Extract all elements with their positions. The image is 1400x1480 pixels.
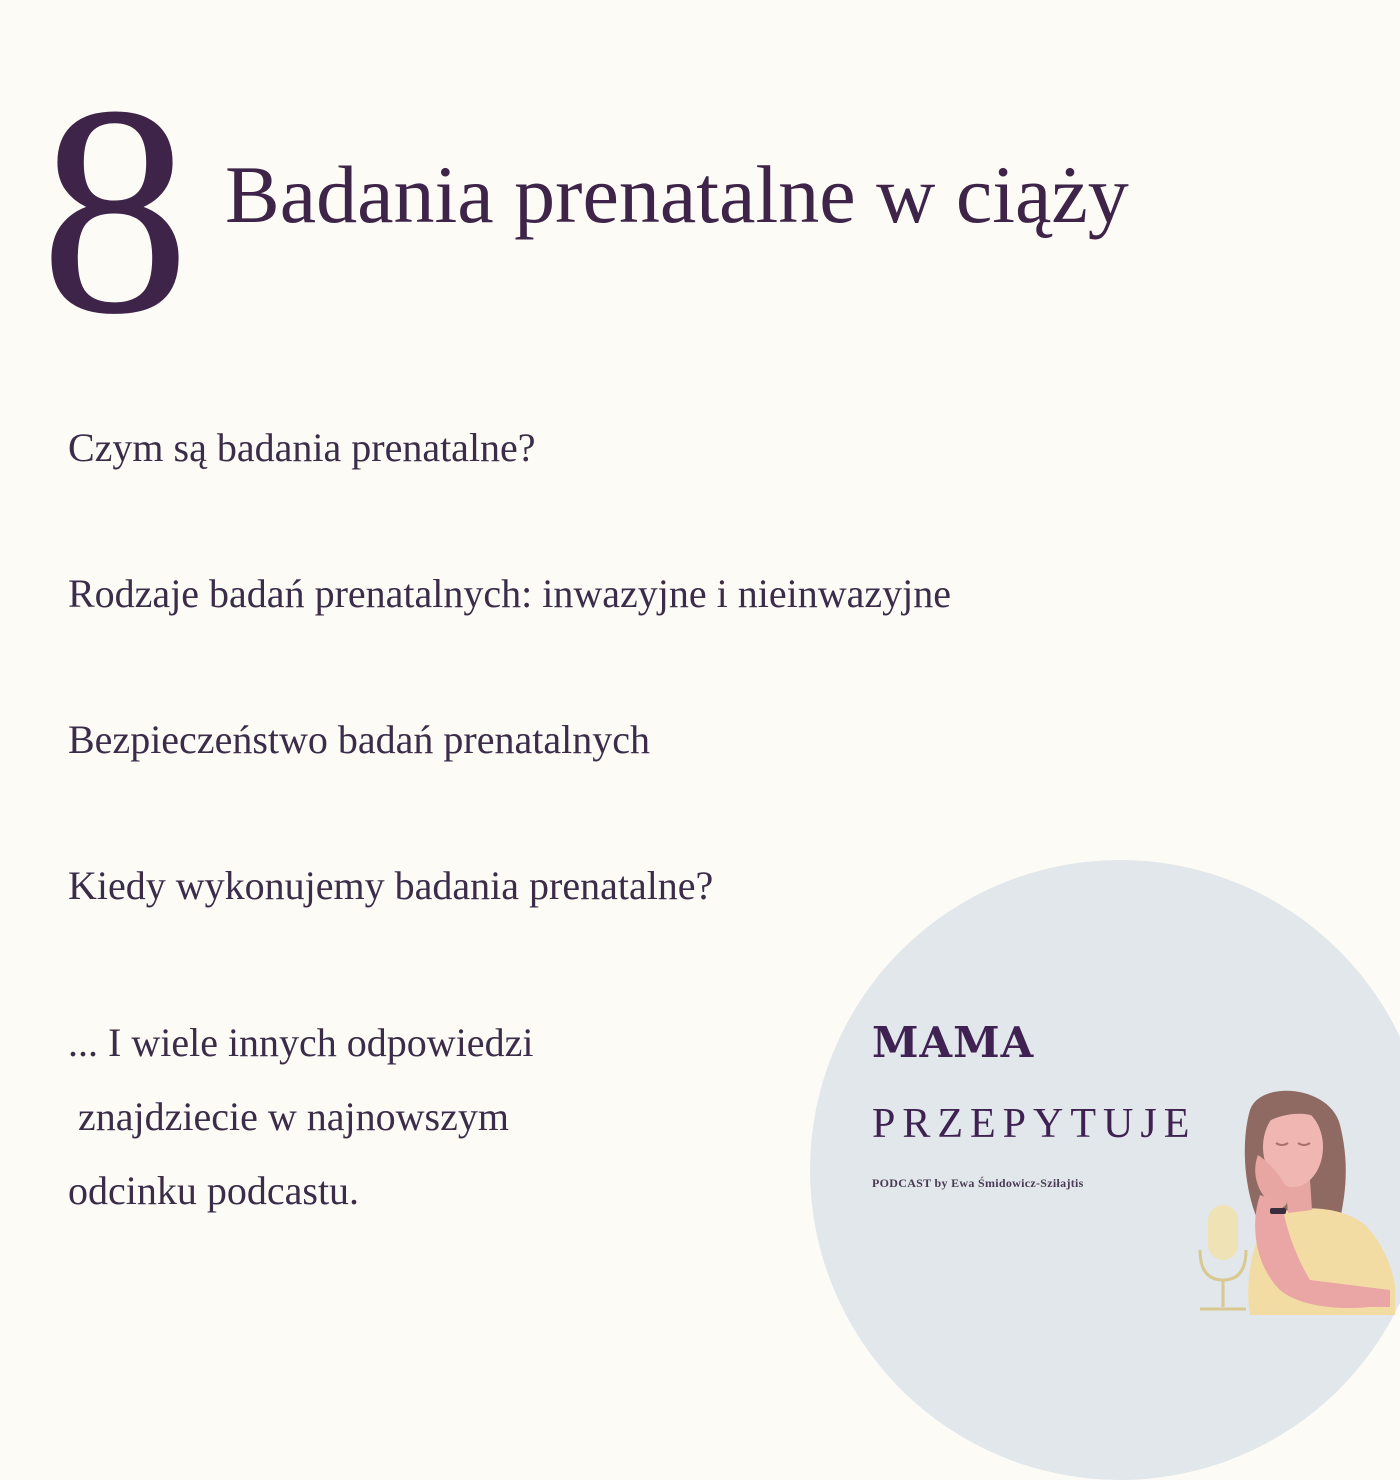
episode-number: 8 <box>40 44 190 376</box>
brand-name-mama: MAMA <box>872 1018 1035 1067</box>
brand-tagline: PODCAST by Ewa Śmidowicz-Sziłajtis <box>872 1176 1084 1190</box>
topic-item: Rodzaje badań prenatalnych: inwazyjne i nieinwazyjne <box>68 571 951 616</box>
woman-with-microphone-illustration <box>1190 1085 1400 1315</box>
topic-item: Kiedy wykonujemy badania prenatalne? <box>68 863 714 908</box>
topic-item: Czym są badania prenatalne? <box>68 425 536 470</box>
brand-name-przepytuje: PRZEPYTUJE <box>872 1101 1197 1147</box>
closing-line: odcinku podcastu. <box>68 1168 360 1213</box>
topic-item: Bezpieczeństwo badań prenatalnych <box>68 717 650 762</box>
closing-line: znajdziecie w najnowszym <box>68 1094 509 1139</box>
episode-title: Badania prenatalne w ciąży <box>225 149 1129 240</box>
wristband <box>1270 1208 1286 1214</box>
closing-line: ... I wiele innych odpowiedzi <box>68 1020 534 1065</box>
microphone-head <box>1208 1205 1238 1260</box>
closing-text <box>68 1006 533 1228</box>
